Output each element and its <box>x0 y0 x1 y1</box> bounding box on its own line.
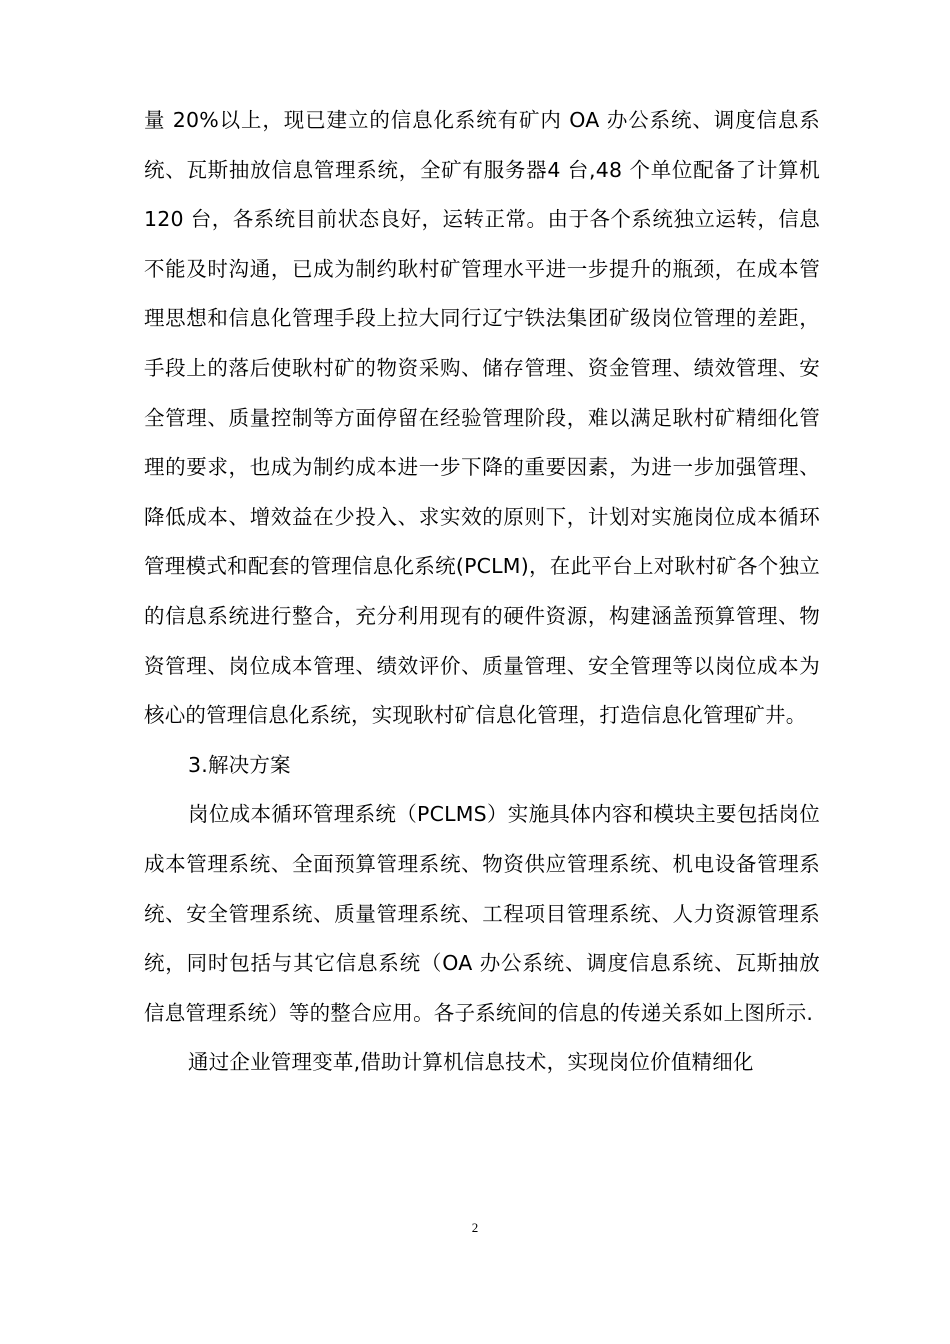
paragraph-intro: 量 20%以上，现已建立的信息化系统有矿内 OA 办公系统、调度信息系统、瓦斯抽放信息管理系统，全矿有服务器4 台,48 个单位配备了计算机 120 台，各系统目前状态良好，运转正常。由于各个系统独立运转，信息不能及时沟通，已成为制约耿村矿管理水平进一步提升的瓶颈，在成本管理思想和信息化管理手段上拉大同行辽宁铁法集团矿级岗位管理的差距，手段上的落后使耿村矿的物资采购、储存管理、资金管理、绩效管理、安全管理、质量控制等方面停留在经验管理阶段，难以满足耿村矿精细化管理的要求，也成为制约成本进一步下降的重要因素，为进一步加强管理、降低成本、增效益在少投入、求实效的原则下，计划对实施岗位成本循环管理模式和配套的管理信息化系统(PCLM)，在此平台上对耿村矿各个独立的信息系统进行整合，充分利用现有的硬件资源，构建涵盖预算管理、物资管理、岗位成本管理、绩效评价、质量管理、安全管理等以岗位成本为核心的管理信息化系统，实现耿村矿信息化管理，打造信息化管理矿井。 <box>144 108 820 728</box>
paragraph-reform: 通过企业管理变革,借助计算机信息技术，实现岗位价值精细化 <box>188 1050 754 1075</box>
page-number: 2 <box>471 1220 479 1235</box>
body-text <box>144 96 820 1088</box>
paragraph-pclms: 岗位成本循环管理系统（PCLMS）实施具体内容和模块主要包括岗位成本管理系统、全面预算管理系统、物资供应管理系统、机电设备管理系统、安全管理系统、质量管理系统、工程项目管理系统、人力资源管理系统，同时包括与其它信息系统（OA 办公系统、调度信息系统、瓦斯抽放信息管理系统）等的整合应用。各子系统间的信息的传递关系如上图所示. <box>144 802 820 1025</box>
section-heading-solution: 3.解决方案 <box>188 752 291 777</box>
